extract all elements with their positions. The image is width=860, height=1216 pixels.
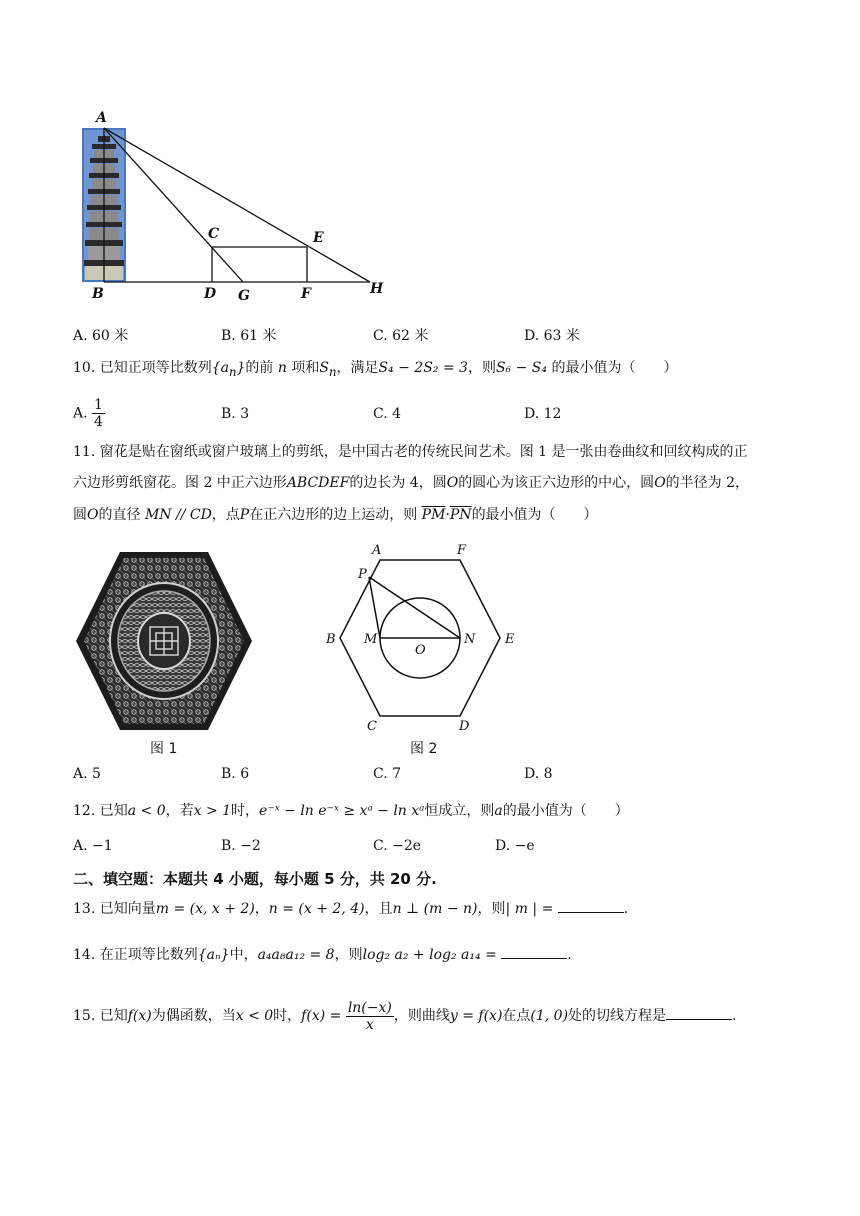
q11-option-a[interactable]: A. 5 bbox=[73, 766, 101, 782]
fig2-label-p: P bbox=[358, 567, 367, 582]
question-14: 14. 在正项等比数列{aₙ}中，a₄a₈a₁₂ = 8，则log₂ a₂ + log₂ a₁₄ = . bbox=[73, 947, 572, 963]
q9-label-g: G bbox=[238, 288, 250, 304]
q10-text-2: 的前 bbox=[245, 360, 274, 376]
q9-option-b[interactable]: B. 61 米 bbox=[221, 328, 277, 344]
fig2-label-m: M bbox=[364, 632, 378, 647]
q11-line-3: 圆O的直径 MN // CD，点P在正六边形的边上运动，则 $\overline{PM}\cdot\overline{PN}$的最小值为（ ） bbox=[73, 507, 598, 523]
fig2-label-o: O bbox=[415, 643, 426, 658]
q10-option-a[interactable] bbox=[73, 397, 105, 430]
q15-answer-blank[interactable] bbox=[666, 1007, 732, 1020]
q9-geometry bbox=[104, 128, 370, 282]
q11-vector-pn: $\overline{PN}$ bbox=[449, 507, 472, 523]
q10-option-a-label: A. bbox=[73, 405, 88, 422]
q9-label-h: H bbox=[370, 281, 384, 297]
q10-option-c[interactable]: C. 4 bbox=[373, 406, 402, 422]
q10-text-3: 项和 bbox=[291, 360, 320, 376]
q12-option-c[interactable]: C. −2e bbox=[373, 838, 422, 854]
q10-text-1: 已知正项等比数列 bbox=[99, 360, 212, 376]
q11-mn-parallel-cd: MN // CD bbox=[144, 507, 212, 523]
q10-text-4: ，满足 bbox=[336, 360, 379, 376]
q14-answer-blank[interactable] bbox=[501, 946, 567, 959]
q11-option-d[interactable]: D. 8 bbox=[524, 766, 553, 782]
q12-option-d[interactable]: D. −e bbox=[495, 838, 535, 854]
q9-option-a[interactable]: A. 60 米 bbox=[73, 328, 129, 344]
q10-n: n bbox=[277, 360, 287, 376]
q9-label-e: E bbox=[313, 230, 324, 246]
fig2-label-e: E bbox=[505, 632, 515, 647]
fig2-label-n: N bbox=[464, 632, 476, 647]
q12-option-a[interactable]: A. −1 bbox=[73, 838, 113, 854]
fig2-label-c: C bbox=[367, 719, 377, 734]
q10-condition: S₄ − 2S₂ = 3 bbox=[378, 360, 468, 376]
q15-fraction: $\frac{\ln(-x)}{x}$ bbox=[347, 999, 392, 1033]
q11-figure-2-hexagon bbox=[320, 540, 520, 740]
q11-figure-1-papercut bbox=[74, 548, 254, 734]
question-15: 15. 已知f(x)为偶函数，当x < 0时，f(x) = $\frac{\ln(-x)}{x}$ ，则曲线y = f(x)在点(1, 0)处的切线方程是 . bbox=[73, 999, 737, 1033]
q11-option-c[interactable]: C. 7 bbox=[373, 766, 402, 782]
fig2-label-d: D bbox=[459, 719, 470, 734]
q12-option-b[interactable]: B. −2 bbox=[221, 838, 261, 854]
q10-option-d[interactable]: D. 12 bbox=[524, 406, 562, 422]
q9-label-d: D bbox=[204, 286, 217, 302]
q13-answer-blank[interactable] bbox=[558, 900, 624, 913]
q9-label-f: F bbox=[301, 286, 311, 302]
q11-line-2: 六边形剪纸窗花。图 2 中正六边形ABCDEF的边长为 4，圆O的圆心为该正六边形的中心，圆O的半径为 2， bbox=[73, 475, 750, 491]
fig2-label-f: F bbox=[457, 543, 467, 558]
q11-figure-1-caption: 图 1 bbox=[150, 741, 178, 757]
q9-label-a: A bbox=[96, 110, 107, 126]
section-2-heading: 二、填空题：本题共 4 小题，每小题 5 分，共 20 分. bbox=[73, 870, 437, 888]
q10-option-a-fraction: $\frac{1}{4}$ bbox=[94, 397, 103, 430]
q9-label-b: B bbox=[92, 286, 104, 302]
q10-number: 10. bbox=[73, 360, 96, 376]
q12-inequality: e⁻ˣ − ln e⁻ˣ ≥ xᵃ − ln xᵃ bbox=[259, 803, 425, 819]
fig2-label-a: A bbox=[372, 543, 382, 558]
q10-seq: $\{a_n\}$ bbox=[211, 360, 246, 379]
q10-option-b[interactable]: B. 3 bbox=[221, 406, 250, 422]
question-12: 12. 已知a < 0，若x > 1时，e⁻ˣ − ln e⁻ˣ ≥ xᵃ − ln xᵃ恒成立，则a的最小值为（ ） bbox=[73, 803, 629, 819]
fig2-label-b: B bbox=[326, 632, 336, 647]
question-10 bbox=[73, 357, 677, 383]
question-13: 13. 已知向量m = (x, x + 2)，n = (x + 2, 4)，且n ⊥ (m − n)，则| m | = . bbox=[73, 901, 629, 917]
q9-figure bbox=[70, 100, 400, 310]
q10-text-6: 的最小值为（ ） bbox=[551, 360, 678, 376]
q9-label-c: C bbox=[208, 226, 220, 242]
q9-option-d[interactable]: D. 63 米 bbox=[524, 328, 580, 344]
q11-line-1: 11. 窗花是贴在窗纸或窗户玻璃上的剪纸，是中国古老的传统民间艺术。图 1 是一张由卷曲纹和回纹构成的正 bbox=[73, 444, 748, 460]
q10-text-5: ，则 bbox=[467, 360, 496, 376]
q11-figure-2-caption: 图 2 bbox=[410, 741, 438, 757]
q10-s: $S_n$ bbox=[319, 360, 337, 379]
q11-vector-pm: $\overline{PM}$ bbox=[421, 507, 446, 523]
q9-option-c[interactable]: C. 62 米 bbox=[373, 328, 429, 344]
segment-pm bbox=[369, 577, 380, 638]
q10-expression: S₆ − S₄ bbox=[495, 360, 547, 376]
q11-option-b[interactable]: B. 6 bbox=[221, 766, 250, 782]
